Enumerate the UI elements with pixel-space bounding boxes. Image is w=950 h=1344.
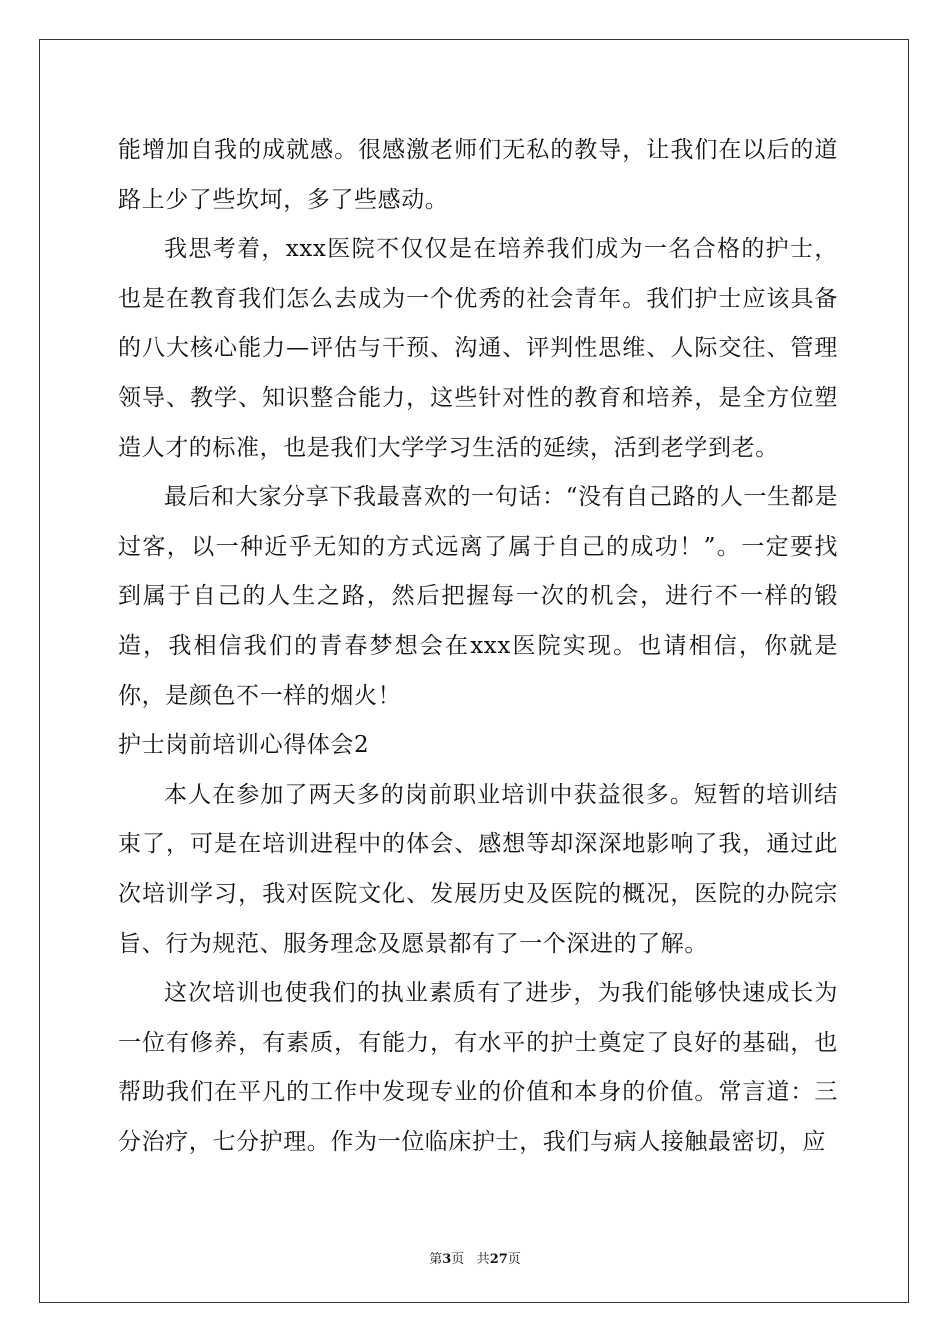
paragraph: 我思考着，xxx医院不仅仅是在培养我们成为一名合格的护士，也是在教育我们怎么去成为一个优秀的社会青年。我们护士应该具备的八大核心能力—评估与干预、沟通、评判性思维、人际交往、管理领导、教学、知识整合能力，这些针对性的教育和培养，是全方位塑造人才的标准，也是我们大学学习生活的延续，活到老学到老。 (118, 236, 838, 461)
page-number: 3 (442, 1252, 452, 1267)
document-body (118, 126, 838, 1167)
section-title: 护士岗前培训心得体会2 (118, 732, 370, 759)
paragraph: 能增加自我的成就感。很感激老师们无私的教导，让我们在以后的道路上少了些坎坷，多了些感动。 (118, 137, 838, 213)
paragraph: 本人在参加了两天多的岗前职业培训中获益很多。短暂的培训结束了，可是在培训进程中的体会、感想等却深深地影响了我，通过此次培训学习，我对医院文化、发展历史及医院的概况，医院的办院宗旨、行为规范、服务理念及愿景都有了一个深进的了解。 (118, 781, 838, 957)
total-suffix: 页 (507, 1252, 521, 1267)
total-pages: 27 (489, 1252, 508, 1267)
page-prefix: 第 (429, 1252, 443, 1267)
total-prefix: 共 (476, 1252, 490, 1267)
page-footer (0, 1248, 950, 1267)
paragraph: 最后和大家分享下我最喜欢的一句话：“没有自己路的人一生都是过客，以一种近乎无知的方式远离了属于自己的成功！”。一定要找到属于自己的人生之路，然后把握每一次的机会，进行不一样的锻造，我相信我们的青春梦想会在xxx医院实现。也请相信，你就是你，是颜色不一样的烟火！ (118, 484, 838, 709)
page-suffix: 页 (451, 1252, 465, 1267)
paragraph: 这次培训也使我们的执业素质有了进步，为我们能够快速成长为一位有修养，有素质，有能力，有水平的护士奠定了良好的基础，也帮助我们在平凡的工作中发现专业的价值和本身的价值。常言道：三分治疗，七分护理。作为一位临床护士，我们与病人接触最密切，应 (118, 980, 838, 1155)
